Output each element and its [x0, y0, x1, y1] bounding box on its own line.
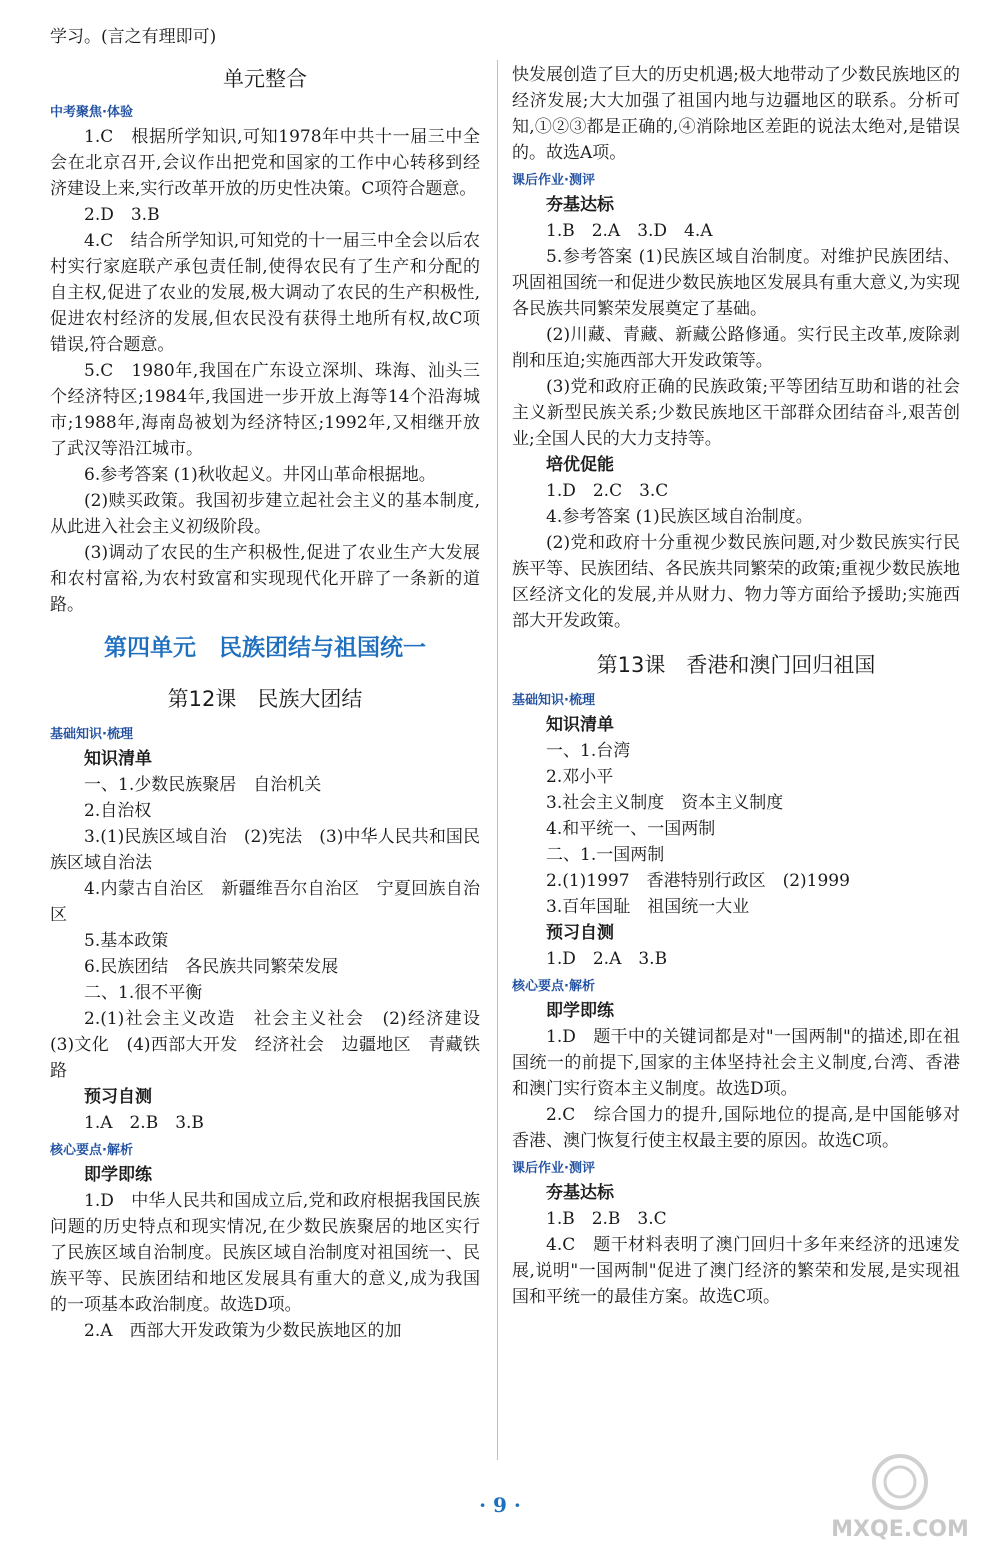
- answer-q5: 5.C 1980年,我国在广东设立深圳、珠海、汕头三个经济特区;1984年,我国进一步开放上海等14个沿海城市;1988年,海南岛被划为经济特区;1992年,又相继开放了武汉等沿江城市。: [50, 361, 480, 459]
- base-answer-5-part2: (2)川藏、青藏、新藏公路修通。实行民主改革,废除剥削和压迫;实施西部大开发政策等。: [512, 325, 960, 371]
- answer-q6: 6.参考答案 (1)秋收起义。井冈山革命根据地。: [84, 465, 436, 485]
- practice-answer-1: 1.D 题干中的关键词都是对"一国两制"的描述,即在祖国统一的前提下,国家的主体坚持社会主义制度,台湾、香港和澳门实行资本主义制度。故选D项。: [512, 1027, 960, 1099]
- lesson13-title: 第13课 香港和澳门回归祖国: [596, 653, 876, 677]
- answer-q6-part2: (2)赎买政策。我国初步建立起社会主义的基本制度,从此进入社会主义初级阶段。: [50, 491, 480, 537]
- answer-q6-part3: (3)调动了农民的生产积极性,促进了农业生产大发展和农村富裕,为农村致富和实现现代化开辟了一条新的道路。: [50, 543, 480, 615]
- preview-test-heading: 预习自测: [546, 923, 614, 943]
- knowledge-item: 二、1.很不平衡: [84, 983, 203, 1003]
- preview-answers: 1.D 2.A 3.B: [546, 949, 668, 969]
- continued-answer: 快发展创造了巨大的历史机遇;极大地带动了少数民族地区的经济发展;大大加强了祖国内地与边疆地区的联系。分析可知,①②③都是正确的,④消除地区差距的说法太绝对,是错误的。故选A项。: [512, 65, 960, 163]
- knowledge-item: 5.基本政策: [84, 931, 169, 951]
- knowledge-item: 3.社会主义制度 资本主义制度: [546, 793, 784, 813]
- knowledge-list-heading: 知识清单: [546, 715, 614, 735]
- tag-basic-knowledge: 基础知识·梳理: [512, 693, 595, 708]
- homework-answer-4: 4.C 题干材料表明了澳门回归十多年来经济的迅速发展,说明"一国两制"促进了澳门经济的繁荣和发展,是实现祖国和平统一的最佳方案。故选C项。: [512, 1235, 960, 1307]
- answer-q2-3: 2.D 3.B: [84, 205, 160, 225]
- tag-core-points: 核心要点·解析: [50, 1143, 133, 1158]
- answer-q4: 4.C 结合所学知识,可知党的十一届三中全会以后农村实行家庭联产承包责任制,使得农民有了生产和分配的自主权,促进了农业的发展,极大调动了农民的生产积极性,促进农村经济的发展,但农民没有获得土地所有权,故C项错误,符合题意。: [50, 231, 480, 355]
- practice-answer-2: 2.C 综合国力的提升,国际地位的提高,是中国能够对香港、澳门恢复行使主权最主要的原因。故选C项。: [512, 1105, 960, 1151]
- base-answers: 1.B 2.A 3.D 4.A: [546, 221, 713, 241]
- tag-basic-knowledge: 基础知识·梳理: [50, 727, 133, 742]
- knowledge-item: 二、1.一国两制: [546, 845, 665, 865]
- preview-test-heading: 预习自测: [84, 1087, 152, 1107]
- knowledge-item: 4.内蒙古自治区 新疆维吾尔自治区 宁夏回族自治区: [50, 879, 480, 925]
- practice-answer-2: 2.A 西部大开发政策为少数民族地区的加: [84, 1321, 402, 1341]
- knowledge-item: 2.自治权: [84, 801, 152, 821]
- tag-homework: 课后作业·测评: [512, 1161, 595, 1176]
- practice-heading: 即学即练: [84, 1165, 152, 1185]
- unit-summary-title: 单元整合: [223, 67, 307, 91]
- advanced-answers: 1.D 2.C 3.C: [546, 481, 669, 501]
- watermark-text: MXQE.COM: [831, 1517, 969, 1542]
- knowledge-item: 3.百年国耻 祖国统一大业: [546, 897, 750, 917]
- knowledge-item: 6.民族团结 各民族共同繁荣发展: [84, 957, 339, 977]
- knowledge-item: 4.和平统一、一国两制: [546, 819, 716, 839]
- advanced-answer-4: 4.参考答案 (1)民族区域自治制度。: [546, 507, 813, 527]
- knowledge-item: 2.邓小平: [546, 767, 614, 787]
- answer-q1: 1.C 根据所学知识,可知1978年中共十一届三中全会在北京召开,会议作出把党和国家的工作中心转移到经济建设上来,实行改革开放的历史性决策。C项符合题意。: [50, 127, 480, 199]
- practice-answer-1: 1.D 中华人民共和国成立后,党和政府根据我国民族问题的历史特点和现实情况,在少数民族聚居的地区实行了民族区域自治制度。民族区域自治制度对祖国统一、民族平等、民族团结和地区发展具有重大的意义,成为我国的一项基本政治制度。故选D项。: [50, 1191, 480, 1315]
- knowledge-item: 2.(1)1997 香港特别行政区 (2)1999: [546, 871, 850, 891]
- base-answer-5: 5.参考答案 (1)民族区域自治制度。对维护民族团结、巩固祖国统一和促进少数民族地区发展具有重大意义,为实现各民族共同繁荣发展奠定了基础。: [512, 247, 961, 319]
- intro-text: 学习。(言之有理即可): [50, 27, 217, 47]
- preview-answers: 1.A 2.B 3.B: [84, 1113, 204, 1133]
- knowledge-list-heading: 知识清单: [84, 749, 152, 769]
- tag-homework: 课后作业·测评: [512, 173, 595, 188]
- advanced-heading: 培优促能: [546, 455, 614, 475]
- column-divider: [497, 60, 498, 1460]
- base-answer-5-part3: (3)党和政府正确的民族政策;平等团结互助和谐的社会主义新型民族关系;少数民族地区干部群众团结奋斗,艰苦创业;全国人民的大力支持等。: [512, 377, 960, 449]
- homework-answers: 1.B 2.B 3.C: [546, 1209, 667, 1229]
- practice-heading: 即学即练: [546, 1001, 614, 1021]
- knowledge-item: 一、1.台湾: [546, 741, 631, 761]
- tag-exam-focus: 中考聚焦·体验: [50, 105, 133, 120]
- knowledge-item: 3.(1)民族区域自治 (2)宪法 (3)中华人民共和国民族区域自治法: [50, 827, 480, 873]
- tag-core-points: 核心要点·解析: [512, 979, 595, 994]
- knowledge-item: 一、1.少数民族聚居 自治机关: [84, 775, 322, 795]
- page-number: · 9 ·: [479, 1493, 521, 1517]
- knowledge-item: 2.(1)社会主义改造 社会主义社会 (2)经济建设 (3)文化 (4)西部大开发 经济社会 边疆地区 青藏铁路: [50, 1009, 497, 1081]
- watermark-logo: [810, 1452, 990, 1542]
- unit4-title: 第四单元 民族团结与祖国统一: [104, 635, 426, 661]
- right-column: [512, 62, 960, 1310]
- base-standard-heading: 夯基达标: [546, 195, 614, 215]
- base-standard-heading: 夯基达标: [546, 1183, 614, 1203]
- advanced-answer-4-part2: (2)党和政府十分重视少数民族问题,对少数民族实行民族平等、民族团结、各民族共同繁荣的政策;重视少数民族地区经济文化的发展,并从财力、物力等方面给予援助;实施西部大开发政策。: [512, 533, 960, 631]
- lesson12-title: 第12课 民族大团结: [167, 687, 363, 711]
- left-column: [50, 24, 497, 1344]
